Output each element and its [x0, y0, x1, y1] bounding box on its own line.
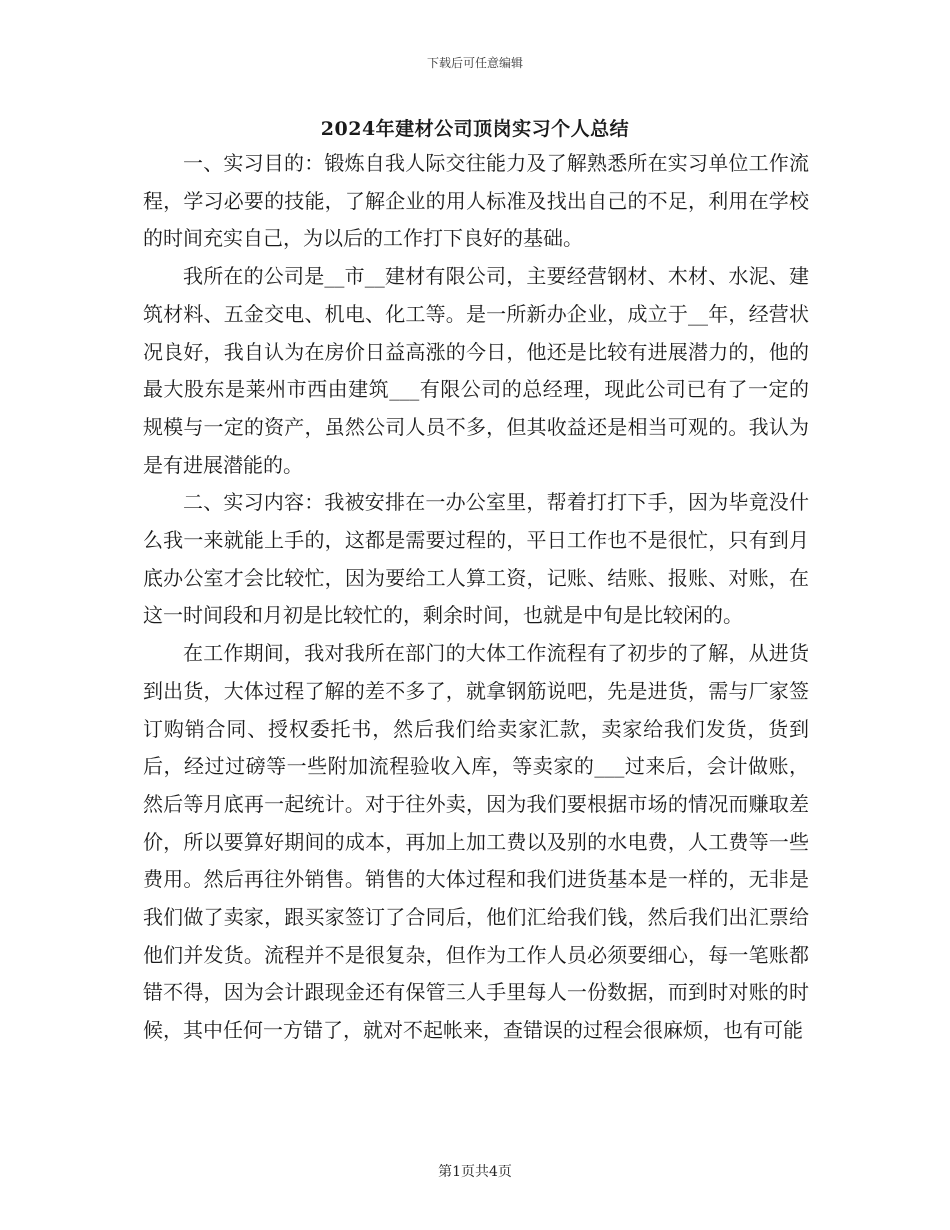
paragraph-purpose: 一、实习目的：锻炼自我人际交往能力及了解熟悉所在实习单位工作流程，学习必要的技能，了解企业的用人标准及找出自己的不足，利用在学校的时间充实自己，为以后的工作打下良好的基础。: [143, 151, 809, 251]
page-number: 第1页共4页: [438, 1164, 512, 1180]
paragraph-content: 二、实习内容：我被安排在一办公室里，帮着打打下手，因为毕竟没什么我一来就能上手的，这都是需要过程的，平日工作也不是很忙，只有到月底办公室才会比较忙，因为要给工人算工资，记账、结账、报账、对账，在这一时间段和月初是比较忙的，剩余时间，也就是中旬是比较闲的。: [143, 490, 809, 628]
document-title: 2024年建材公司顶岗实习个人总结: [320, 118, 630, 140]
page-header-note: 下载后可任意编辑: [426, 56, 523, 70]
paragraph-company: 我所在的公司是__市__建材有限公司，主要经营钢材、木材、水泥、建筑材料、五金交电、机电、化工等。是一所新办企业，成立于__年，经营状况良好，我自认为在房价日益高涨的今日，他还是比较有进展潜力的，他的最大股东是莱州市西由建筑___有限公司的总经理，现此公司已有了一定的规模与一定的资产，虽然公司人员不多，但其收益还是相当可观的。我认为是有进展潜能的。: [143, 264, 809, 477]
document-body: [143, 145, 809, 1050]
paragraph-workflow: 在工作期间，我对我所在部门的大体工作流程有了初步的了解，从进货到出货，大体过程了解的差不多了，就拿钢筋说吧，先是进货，需与厂家签订购销合同、授权委托书，然后我们给卖家汇款，卖家给我们发货，货到后，经过过磅等一些附加流程验收入库，等卖家的___过来后，会计做账，然后等月底再一起统计。对于往外卖，因为我们要根据市场的情况而赚取差价，所以要算好期间的成本，再加上加工费以及别的水电费，人工费等一些费用。然后再往外销售。销售的大体过程和我们进货基本是一样的，无非是我们做了卖家，跟买家签订了合同后，他们汇给我们钱，然后我们出汇票给他们并发货。流程并不是很复杂，但作为工作人员必须要细心，每一笔账都错不得，因为会计跟现金还有保管三人手里每人一份数据，而到时对账的时候，其中任何一方错了，就对不起帐来，查错误的过程会很麻烦，也有可能: [143, 641, 809, 1043]
